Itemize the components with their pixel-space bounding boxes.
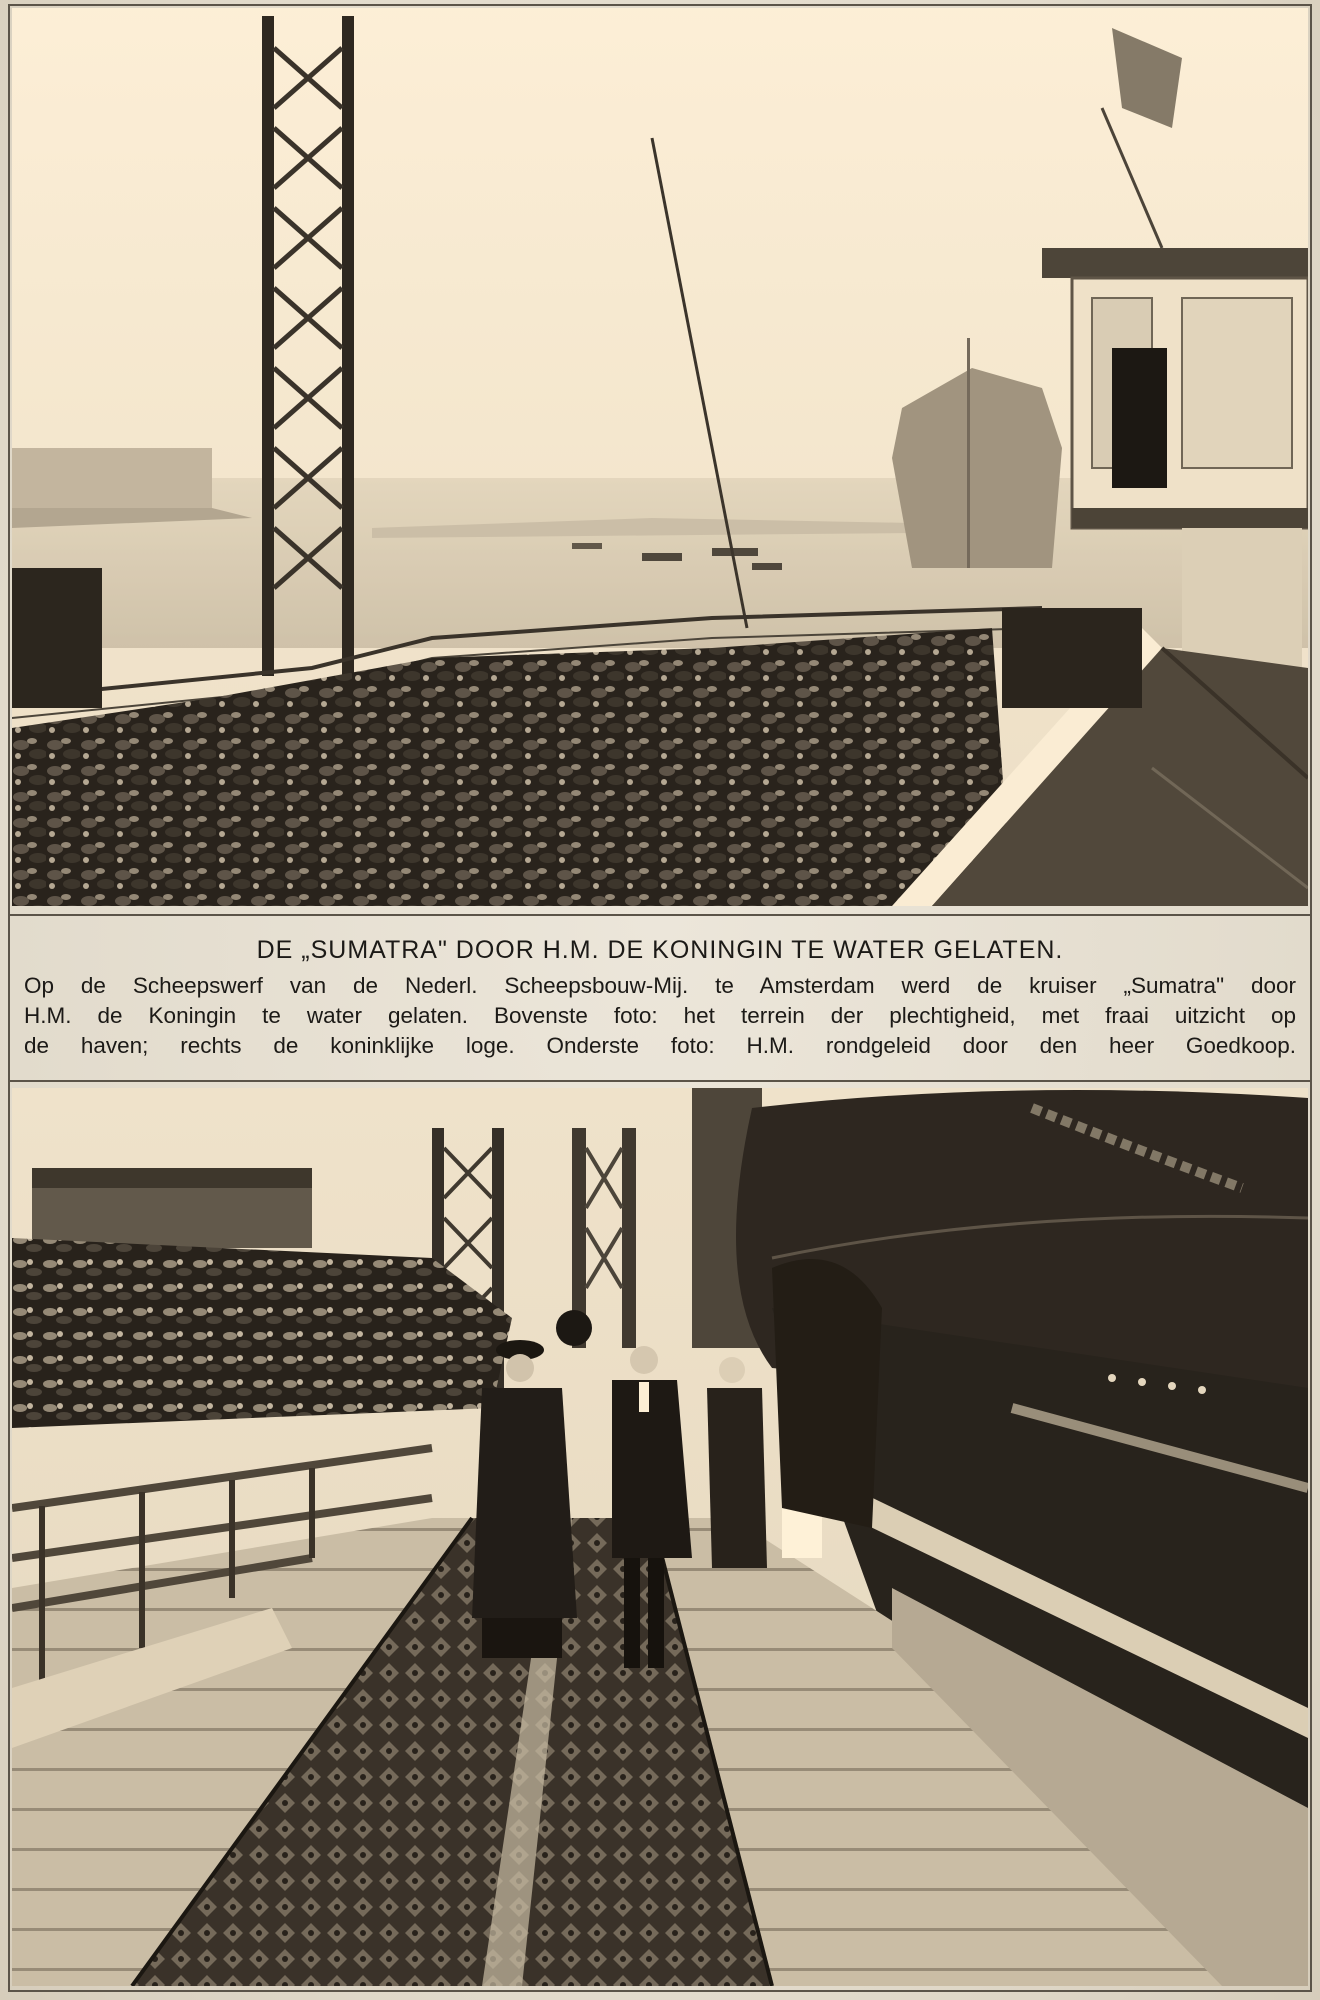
caption-line: H.M. de Koningin te water gelaten. Bovenste foto: het terrein der plechtigheid, met fraai uitzicht op <box>24 1003 1296 1028</box>
frame-top <box>8 4 1312 6</box>
frame-right <box>1310 4 1312 1992</box>
caption-rule-top <box>8 914 1312 916</box>
caption-line: Op de Scheepswerf van de Nederl. Scheepsbouw-Mij. te Amsterdam werd de kruiser „Sumatra" door <box>24 973 1296 998</box>
top-photo-launch-ceremony <box>12 8 1308 906</box>
frame-left <box>8 4 10 1992</box>
frame-bottom <box>8 1990 1312 1992</box>
top-photo-image <box>12 8 1308 906</box>
caption-body <box>16 971 1304 1061</box>
attendant-figure <box>707 1357 767 1568</box>
bottom-photo-queen-walkway <box>12 1088 1308 1986</box>
bottom-photo-image <box>12 1088 1308 1986</box>
caption-line: de haven; rechts de koninklijke loge. Onderste foto: H.M. rondgeleid door den heer Goedkoop. <box>24 1033 1296 1058</box>
caption-rule-bottom <box>8 1080 1312 1082</box>
caption <box>16 924 1304 1076</box>
caption-title: DE „SUMATRA" DOOR H.M. DE KONINGIN TE WATER GELATEN. <box>256 936 1064 964</box>
